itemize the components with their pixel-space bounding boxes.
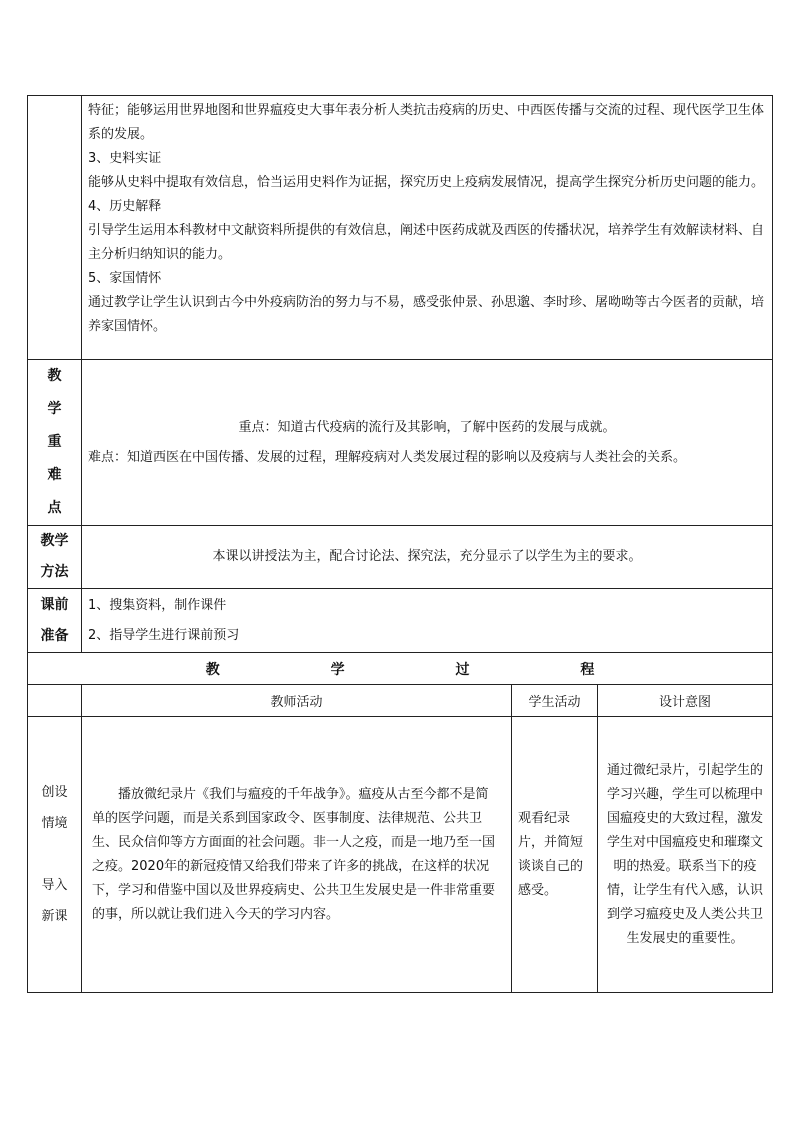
student-activity-header: 学生活动 bbox=[512, 685, 598, 717]
teacher-activity bbox=[82, 717, 512, 993]
key-points-label-char: 点 bbox=[47, 500, 62, 516]
process-title-char: 教 bbox=[205, 661, 220, 678]
objectives-content bbox=[82, 96, 773, 360]
objective-heading-3: 3、史料实证 bbox=[88, 151, 162, 166]
stage-label-line: 创设 bbox=[41, 785, 68, 800]
prep-row bbox=[28, 589, 773, 653]
objective-paragraph-4: 引导学生运用本科教材中文献资料所提供的有效信息，阐述中医药成就及西医的传播状况，培养学生有效解读材料、自主分析归纳知识的能力。 bbox=[88, 223, 765, 262]
method-content bbox=[82, 526, 773, 589]
student-activity-text: 观看纪录片，并简短谈谈自己的感受。 bbox=[518, 810, 584, 898]
process-header-empty bbox=[28, 685, 82, 717]
method-label-line: 方法 bbox=[40, 564, 69, 580]
process-header-row bbox=[28, 685, 773, 717]
process-title-char: 过 bbox=[455, 661, 470, 678]
teacher-activity-header: 教师活动 bbox=[82, 685, 512, 717]
key-points-row bbox=[28, 360, 773, 526]
prep-item-2: 2、指导学生进行课前预习 bbox=[88, 627, 240, 643]
key-points-content bbox=[82, 360, 773, 526]
prep-item-1: 1、搜集资料，制作课件 bbox=[88, 597, 227, 613]
process-title-char: 程 bbox=[580, 661, 595, 678]
process-title-row bbox=[28, 653, 773, 685]
method-row bbox=[28, 526, 773, 589]
design-intent-header: 设计意图 bbox=[598, 685, 773, 717]
process-content-row bbox=[28, 717, 773, 993]
process-title bbox=[28, 653, 773, 685]
lesson-plan-table bbox=[27, 95, 773, 993]
method-label-line: 教学 bbox=[40, 533, 69, 549]
process-title-char: 学 bbox=[330, 661, 345, 678]
design-intent-text: 通过微纪录片，引起学生的学习兴趣，学生可以梳理中国瘟疫史的大致过程，激发学生对中国瘟疫史和璀璨文明的热爱。联系当下的疫情，让学生有代入感，认识到学习瘟疫史及人类公共卫生发展史的重要性。 bbox=[607, 762, 764, 946]
objective-heading-4: 4、历史解释 bbox=[88, 199, 162, 214]
key-points-label bbox=[28, 360, 82, 526]
stage-label-line: 情境 bbox=[41, 816, 68, 831]
method-text: 本课以讲授法为主，配合讨论法、探究法，充分显示了以学生为主的要求。 bbox=[212, 549, 642, 564]
objective-heading-5: 5、家国情怀 bbox=[88, 271, 162, 286]
key-points-label-char: 教 bbox=[47, 368, 62, 384]
objective-line-1: 特征；能够运用世界地图和世界瘟疫史大事年表分析人类抗击疫病的历史、中西医传播与交流的过程、现代医学卫生体系的发展。 bbox=[88, 103, 765, 142]
objectives-label-cell bbox=[28, 96, 82, 360]
prep-label-line: 课前 bbox=[40, 596, 69, 613]
design-intent bbox=[598, 717, 773, 993]
objective-paragraph-3: 能够从史料中提取有效信息，恰当运用史料作为证据，探究历史上疫病发展情况，提高学生探究分析历史问题的能力。 bbox=[88, 175, 765, 190]
difficult-point: 难点：知道西医在中国传播、发展的过程，理解疫病对人类发展过程的影响以及疫病与人类社会的关系。 bbox=[88, 449, 687, 465]
stage-label bbox=[28, 717, 82, 993]
important-point: 重点：知道古代疫病的流行及其影响，了解中医药的发展与成就。 bbox=[238, 419, 616, 435]
prep-content bbox=[82, 589, 773, 653]
objectives-row bbox=[28, 96, 773, 360]
prep-label-line: 准备 bbox=[40, 627, 69, 644]
stage-label-line: 新课 bbox=[41, 909, 68, 924]
objective-paragraph-5: 通过教学让学生认识到古今中外疫病防治的努力与不易，感受张仲景、孙思邈、李时珍、屠呦呦等古今医者的贡献，培养家国情怀。 bbox=[88, 295, 765, 334]
key-points-label-char: 重 bbox=[47, 434, 62, 450]
student-activity bbox=[512, 717, 598, 993]
method-label bbox=[28, 526, 82, 589]
stage-label-line: 导入 bbox=[41, 878, 68, 893]
key-points-label-char: 学 bbox=[47, 401, 62, 417]
teacher-activity-text: 播放微纪录片《我们与瘟疫的千年战争》。瘟疫从古至今都不是简单的医学问题，而是关系到国家政令、医事制度、法律规范、公共卫生、民众信仰等方方面面的社会问题。非一人之疫，而是一地乃至一国之疫。2020年的新冠疫情又给我们带来了许多的挑战，在这样的状况下，学习和借鉴中国以及世界疫病史、公共卫生发展史是一件非常重要的事，所以就让我们进入今天的学习内容。 bbox=[92, 786, 496, 922]
prep-label bbox=[28, 589, 82, 653]
key-points-label-char: 难 bbox=[47, 467, 62, 483]
